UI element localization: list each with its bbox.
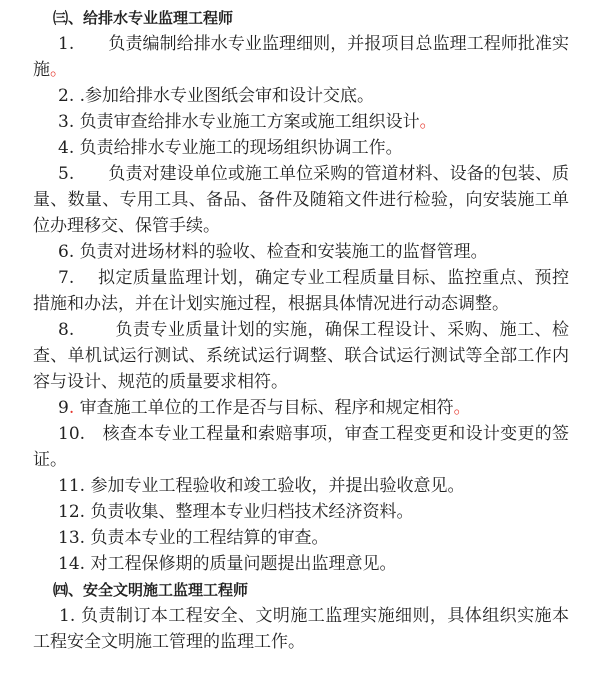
duty-item: 14. 对工程保修期的质量问题提出监理意见。 <box>58 554 397 574</box>
duty-item: 12. 负责收集、整理本专业归档技术经济资料。 <box>58 502 414 522</box>
duty-item: 9. 审查施工单位的工作是否与目标、程序和规定相符。 <box>58 398 471 418</box>
section-heading-drainage: ㈢、给排水专业监理工程师 <box>53 9 234 27</box>
duty-item: 7. 拟定质量监理计划，确定专业工程质量目标、监控重点、预控措施和办法，并在计划实施过程，根据具体情况进行动态调整。 <box>33 268 569 314</box>
duty-item: 1. 负责制订本工程安全、文明施工监理实施细则，具体组织实施本工程安全文明施工管理的监理工作。 <box>33 606 569 652</box>
duty-item: 13. 负责本专业的工程结算的审查。 <box>58 528 329 548</box>
document-content <box>33 5 569 655</box>
section-drainage-engineer <box>33 5 569 577</box>
duty-item: 2. .参加给排水专业图纸会审和设计交底。 <box>58 86 375 106</box>
section-safety-engineer <box>33 577 569 655</box>
duty-item: 8. 负责专业质量计划的实施，确保工程设计、采购、施工、检查、单机试运行测试、系统试运行调整、联合试运行测试等全部工作内容与设计、规范的质量要求相符。 <box>33 320 569 392</box>
duty-item: 1. 负责编制给排水专业监理细则，并报项目总监理工程师批准实施。 <box>33 34 569 80</box>
duty-item: 11. 参加专业工程验收和竣工验收，并提出验收意见。 <box>58 476 465 496</box>
duty-item: 3. 负责审查给排水专业施工方案或施工组织设计。 <box>58 112 437 132</box>
duty-item: 6. 负责对进场材料的验收、检查和安装施工的监督管理。 <box>58 242 488 262</box>
duty-item: 5. 负责对建设单位或施工单位采购的管道材料、设备的包装、质量、数量、专用工具、备品、备件及随箱文件进行检验，向安装施工单位办理移交、保管手续。 <box>33 164 569 236</box>
duty-item: 10. 核查本专业工程量和索赔事项，审查工程变更和设计变更的签证。 <box>33 424 569 470</box>
duty-list-safety <box>33 603 569 655</box>
section-heading-safety: ㈣、安全文明施工监理工程师 <box>53 581 249 599</box>
duty-item: 4. 负责给排水专业施工的现场组织协调工作。 <box>58 138 403 158</box>
duty-list-drainage <box>33 31 569 577</box>
